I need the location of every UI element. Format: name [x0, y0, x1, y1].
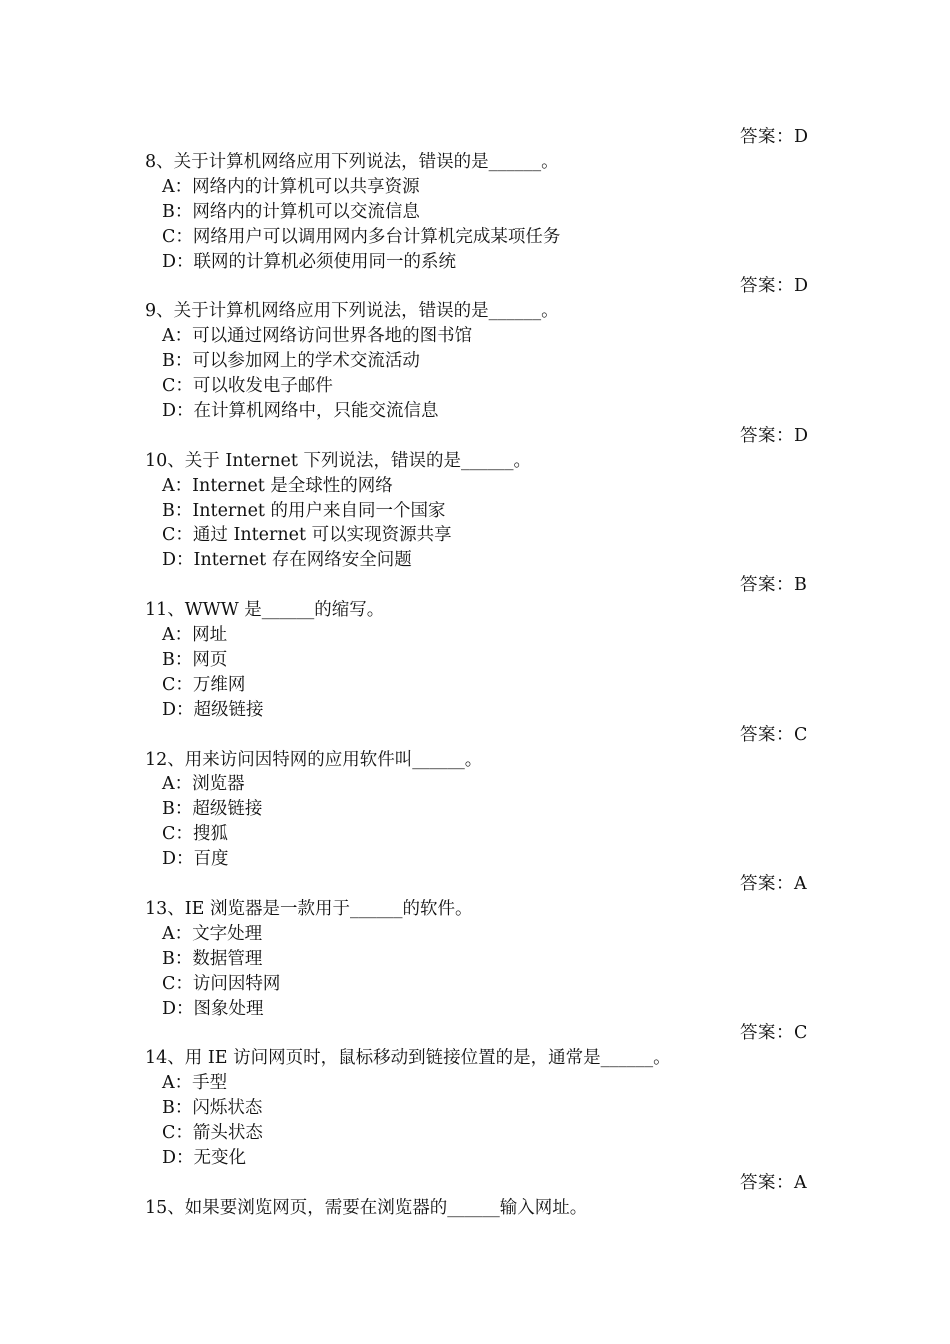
option-line: A：网址 — [162, 625, 228, 645]
answer-line: 答案：D — [740, 127, 809, 147]
option-line: D：超级链接 — [162, 699, 264, 720]
option-line: A：可以通过网络访问世界各地的图书馆 — [162, 326, 473, 347]
option-line: D：无变化 — [162, 1147, 247, 1168]
answer-line: 答案：A — [740, 874, 808, 894]
option-line: D：在计算机网络中，只能交流信息 — [162, 400, 439, 421]
option-line: A：Internet 是全球性的网络 — [162, 475, 393, 496]
option-line: C：访问因特网 — [162, 973, 281, 994]
question-line: 10、关于 Internet 下列说法，错误的是______。 — [145, 450, 531, 471]
option-line: D：百度 — [162, 849, 229, 870]
option-line: B：闪烁状态 — [162, 1098, 263, 1119]
question-line: 12、用来访问因特网的应用软件叫______。 — [145, 749, 483, 770]
option-line: D：图象处理 — [162, 998, 264, 1019]
option-line: C：网络用户可以调用网内多台计算机完成某项任务 — [162, 226, 561, 247]
option-line: C：搜狐 — [162, 824, 228, 845]
question-line: 8、关于计算机网络应用下列说法，错误的是______。 — [145, 151, 559, 172]
answer-line: 答案：D — [740, 425, 809, 446]
option-line: D：联网的计算机必须使用同一的系统 — [162, 251, 457, 272]
option-line: C：可以收发电子邮件 — [162, 376, 333, 396]
option-line: B：Internet 的用户来自同一个国家 — [162, 500, 446, 521]
option-line: C：箭头状态 — [162, 1123, 263, 1143]
question-line: 9、关于计算机网络应用下列说法，错误的是______。 — [145, 301, 559, 322]
option-line: A：文字处理 — [162, 923, 263, 944]
question-line: 14、用 IE 访问网页时，鼠标移动到链接位置的是，通常是______。 — [145, 1048, 671, 1069]
option-line: B：网络内的计算机可以交流信息 — [162, 201, 420, 222]
option-line: A：网络内的计算机可以共享资源 — [162, 176, 420, 197]
answer-line: 答案：C — [740, 724, 808, 745]
answer-line: 答案：D — [740, 276, 809, 297]
question-line: 11、WWW 是______的缩写。 — [145, 600, 385, 621]
option-line: B：可以参加网上的学术交流活动 — [162, 351, 420, 372]
answer-line: 答案：A — [740, 1172, 808, 1193]
option-line: C：万维网 — [162, 674, 246, 695]
option-line: D：Internet 存在网络安全问题 — [162, 550, 412, 571]
option-line: A：浏览器 — [162, 774, 245, 795]
question-line: 13、IE 浏览器是一款用于______的软件。 — [145, 898, 473, 919]
option-line: B：数据管理 — [162, 948, 263, 969]
answer-line: 答案：B — [740, 575, 808, 596]
answer-line: 答案：C — [740, 1023, 808, 1044]
option-line: B：网页 — [162, 649, 228, 670]
option-line: A：手型 — [162, 1073, 228, 1094]
option-line: C：通过 Internet 可以实现资源共享 — [162, 525, 452, 546]
question-line: 15、如果要浏览网页，需要在浏览器的______输入网址。 — [145, 1197, 588, 1218]
option-line: B：超级链接 — [162, 799, 263, 820]
